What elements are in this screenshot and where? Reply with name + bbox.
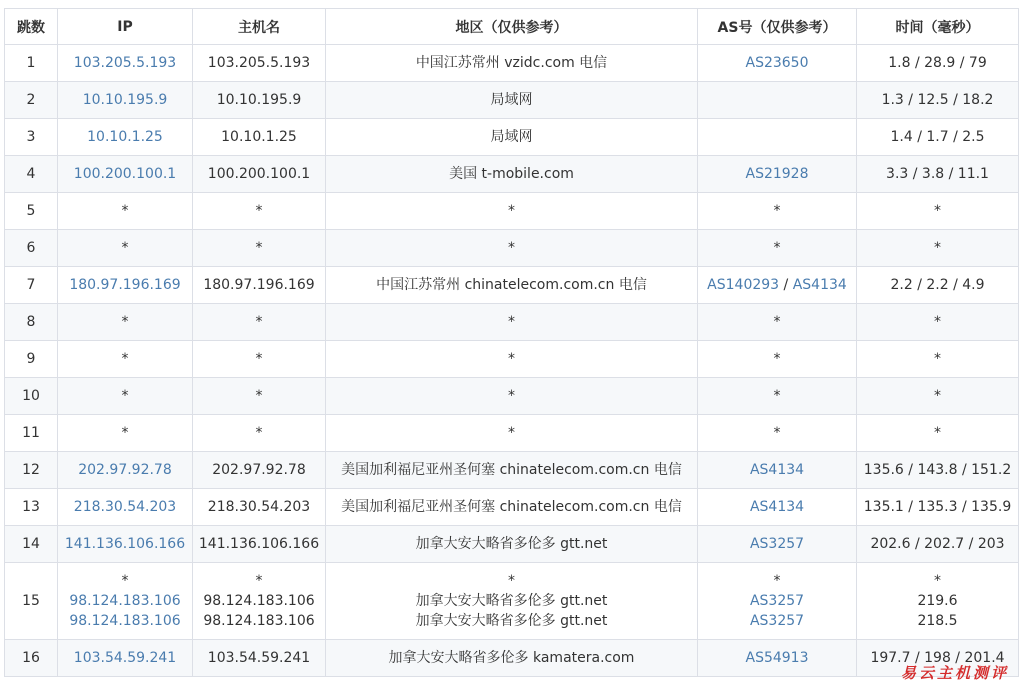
time-cell [857, 267, 1019, 304]
ip-cell [58, 378, 193, 415]
table-row [5, 45, 1019, 82]
ip-text: * [121, 351, 129, 367]
as-cell [698, 230, 857, 267]
as-line [698, 386, 856, 406]
ip-text: * [121, 203, 129, 219]
as-line [698, 497, 856, 517]
as-cell [698, 526, 857, 563]
hop-cell: 5 [5, 193, 58, 230]
hostname-text: * [255, 203, 263, 219]
as-text: * [773, 388, 781, 404]
as-line [698, 611, 856, 631]
as-line [698, 238, 856, 258]
hop-cell: 2 [5, 82, 58, 119]
hostname-text: 98.124.183.106 [203, 593, 315, 609]
hostname-text: * [255, 240, 263, 256]
ip-text: * [121, 388, 129, 404]
region-cell [326, 563, 698, 640]
region-text: * [508, 573, 515, 589]
hostname-cell [193, 304, 326, 341]
header-time: 时间（毫秒） [857, 9, 1019, 45]
hostname-cell [193, 230, 326, 267]
header-region: 地区（仅供参考） [326, 9, 698, 45]
ip-cell [58, 415, 193, 452]
region-text: 美国加利福尼亚州圣何塞 chinatelecom.com.cn 电信 [341, 499, 682, 515]
hostname-text: * [255, 314, 263, 330]
as-cell [698, 267, 857, 304]
hostname-text: 218.30.54.203 [207, 499, 311, 515]
table-row [5, 267, 1019, 304]
hop-cell: 6 [5, 230, 58, 267]
ip-link[interactable]: 141.136.106.166 [64, 536, 186, 552]
ip-cell [58, 563, 193, 640]
traceroute-table [4, 8, 1019, 677]
time-text: 219.6 [917, 593, 958, 609]
hop-cell: 1 [5, 45, 58, 82]
hostname-text: * [255, 425, 263, 441]
time-cell [857, 304, 1019, 341]
hop-cell: 8 [5, 304, 58, 341]
as-link[interactable]: AS4134 [792, 277, 847, 293]
hostname-text: 10.10.195.9 [216, 92, 302, 108]
hostname-cell [193, 526, 326, 563]
region-text: * [508, 203, 515, 219]
time-text: * [934, 314, 941, 330]
region-cell [326, 640, 698, 677]
region-text: 局域网 [490, 129, 533, 145]
as-link[interactable]: AS3257 [749, 536, 805, 552]
time-cell [857, 452, 1019, 489]
hop-cell: 13 [5, 489, 58, 526]
as-line [698, 312, 856, 332]
hostname-cell [193, 489, 326, 526]
hop-cell: 11 [5, 415, 58, 452]
time-cell [857, 341, 1019, 378]
hop-cell: 10 [5, 378, 58, 415]
ip-cell [58, 526, 193, 563]
time-text: * [934, 388, 941, 404]
hop-cell: 16 [5, 640, 58, 677]
as-cell [698, 640, 857, 677]
as-link[interactable]: AS4134 [749, 499, 805, 515]
hostname-text: 103.205.5.193 [207, 55, 311, 71]
as-cell [698, 45, 857, 82]
table-row [5, 563, 1019, 640]
ip-cell [58, 230, 193, 267]
as-cell [698, 378, 857, 415]
as-cell [698, 304, 857, 341]
hostname-cell [193, 267, 326, 304]
time-cell [857, 82, 1019, 119]
region-cell [326, 452, 698, 489]
hop-cell: 3 [5, 119, 58, 156]
ip-cell [58, 304, 193, 341]
region-text: * [508, 425, 515, 441]
region-text: * [508, 240, 515, 256]
hop-cell: 4 [5, 156, 58, 193]
time-cell [857, 193, 1019, 230]
as-link[interactable]: AS4134 [749, 462, 805, 478]
region-text: 美国 t-mobile.com [449, 166, 574, 182]
time-text: 2.2 / 2.2 / 4.9 [890, 277, 985, 293]
ip-cell [58, 119, 193, 156]
region-text: 加拿大安大略省多伦多 gtt.net [415, 536, 608, 552]
as-cell [698, 193, 857, 230]
time-cell [857, 526, 1019, 563]
region-cell [326, 82, 698, 119]
as-text: * [773, 425, 781, 441]
time-text: * [934, 425, 941, 441]
time-text: 135.1 / 135.3 / 135.9 [863, 499, 1012, 515]
as-link[interactable]: AS21928 [745, 166, 809, 182]
hostname-cell [193, 82, 326, 119]
ip-cell [58, 267, 193, 304]
region-text: 加拿大安大略省多伦多 kamatera.com [388, 650, 635, 666]
as-line [698, 53, 856, 73]
as-cell [698, 119, 857, 156]
region-cell [326, 45, 698, 82]
ip-link[interactable]: 103.54.59.241 [73, 650, 177, 666]
region-cell [326, 378, 698, 415]
region-cell [326, 415, 698, 452]
as-cell [698, 415, 857, 452]
as-text: * [773, 240, 781, 256]
header-ip: IP [58, 9, 193, 45]
ip-cell [58, 45, 193, 82]
ip-cell [58, 640, 193, 677]
time-cell [857, 563, 1019, 640]
ip-link[interactable]: 98.124.183.106 [69, 613, 181, 629]
hostname-cell [193, 156, 326, 193]
as-line [698, 90, 856, 110]
as-text: * [773, 314, 781, 330]
as-line [698, 591, 856, 611]
time-text: 3.3 / 3.8 / 11.1 [886, 166, 989, 182]
hostname-text: * [255, 351, 263, 367]
ip-text: * [121, 425, 129, 441]
hop-cell: 9 [5, 341, 58, 378]
region-text: 中国江苏常州 vzidc.com 电信 [415, 55, 608, 71]
as-cell [698, 489, 857, 526]
time-text: * [934, 240, 941, 256]
as-cell [698, 82, 857, 119]
as-line [698, 534, 856, 554]
region-text: * [508, 388, 515, 404]
ip-link[interactable]: 10.10.1.25 [87, 129, 163, 145]
time-text: * [934, 351, 941, 367]
table-row [5, 156, 1019, 193]
as-line [698, 127, 856, 147]
table-header-row [5, 9, 1019, 45]
table-row [5, 415, 1019, 452]
as-text: * [773, 573, 781, 589]
as-line [698, 648, 856, 668]
as-link[interactable]: AS23650 [745, 55, 809, 71]
hop-cell: 7 [5, 267, 58, 304]
time-cell [857, 119, 1019, 156]
table-row [5, 230, 1019, 267]
as-line [698, 349, 856, 369]
region-cell [326, 156, 698, 193]
hostname-cell [193, 640, 326, 677]
ip-link[interactable]: 98.124.183.106 [69, 593, 181, 609]
as-line [698, 460, 856, 480]
ip-link[interactable]: 218.30.54.203 [73, 499, 177, 515]
ip-link[interactable]: 202.97.92.78 [78, 462, 172, 478]
region-text: * [508, 314, 515, 330]
as-cell [698, 452, 857, 489]
table-row [5, 341, 1019, 378]
region-cell [326, 193, 698, 230]
as-cell [698, 156, 857, 193]
region-cell [326, 304, 698, 341]
time-cell [857, 45, 1019, 82]
ip-cell [58, 82, 193, 119]
hostname-text: 141.136.106.166 [198, 536, 320, 552]
header-as: AS号（仅供参考） [698, 9, 857, 45]
time-text: 202.6 / 202.7 / 203 [870, 536, 1005, 552]
ip-link[interactable]: 103.205.5.193 [73, 55, 177, 71]
as-line [698, 423, 856, 443]
time-text: 135.6 / 143.8 / 151.2 [863, 462, 1012, 478]
ip-text: * [121, 573, 129, 589]
region-text: 美国加利福尼亚州圣何塞 chinatelecom.com.cn 电信 [341, 462, 682, 478]
region-text: 局域网 [490, 92, 533, 108]
time-cell [857, 378, 1019, 415]
region-text: 加拿大安大略省多伦多 gtt.net [415, 593, 608, 609]
hostname-text: 202.97.92.78 [212, 462, 306, 478]
as-line [698, 164, 856, 184]
table-row [5, 640, 1019, 677]
as-cell [698, 341, 857, 378]
table-row [5, 526, 1019, 563]
as-separator: / [779, 277, 793, 293]
ip-link[interactable]: 180.97.196.169 [69, 277, 181, 293]
time-cell [857, 489, 1019, 526]
time-text: * [934, 573, 941, 589]
ip-link[interactable]: 100.200.100.1 [73, 166, 177, 182]
table-row [5, 304, 1019, 341]
ip-cell [58, 156, 193, 193]
as-line [698, 275, 856, 295]
ip-cell [58, 193, 193, 230]
hostname-cell [193, 193, 326, 230]
as-cell [698, 563, 857, 640]
as-link[interactable]: AS140293 [707, 277, 780, 293]
table-row [5, 378, 1019, 415]
hostname-cell [193, 563, 326, 640]
region-cell [326, 230, 698, 267]
as-text: * [773, 351, 781, 367]
hostname-cell [193, 45, 326, 82]
region-cell [326, 489, 698, 526]
time-text: * [934, 203, 941, 219]
hop-cell: 12 [5, 452, 58, 489]
ip-cell [58, 452, 193, 489]
hostname-text: 10.10.1.25 [221, 129, 297, 145]
region-cell [326, 526, 698, 563]
table-row [5, 489, 1019, 526]
time-cell [857, 156, 1019, 193]
ip-text: * [121, 314, 129, 330]
table-row [5, 452, 1019, 489]
hop-cell: 14 [5, 526, 58, 563]
hostname-text: * [255, 388, 263, 404]
region-cell [326, 119, 698, 156]
header-hop: 跳数 [5, 9, 58, 45]
hostname-cell [193, 119, 326, 156]
hostname-cell [193, 415, 326, 452]
hostname-cell [193, 452, 326, 489]
as-line [698, 201, 856, 221]
as-link[interactable]: AS3257 [749, 613, 805, 629]
region-cell [326, 267, 698, 304]
as-text: * [773, 203, 781, 219]
as-line [698, 571, 856, 591]
region-text: * [508, 351, 515, 367]
hostname-cell [193, 378, 326, 415]
time-text: 1.8 / 28.9 / 79 [888, 55, 987, 71]
ip-cell [58, 341, 193, 378]
as-link[interactable]: AS54913 [745, 650, 809, 666]
ip-link[interactable]: 10.10.195.9 [82, 92, 168, 108]
region-text: 中国江苏常州 chinatelecom.com.cn 电信 [376, 277, 647, 293]
hostname-text: 100.200.100.1 [207, 166, 311, 182]
ip-text: * [121, 240, 129, 256]
time-text: 218.5 [917, 613, 958, 629]
time-cell [857, 230, 1019, 267]
time-text: 197.7 / 198 / 201.4 [870, 650, 1005, 666]
table-row [5, 193, 1019, 230]
region-text: 加拿大安大略省多伦多 gtt.net [415, 613, 608, 629]
table-row [5, 82, 1019, 119]
hostname-cell [193, 341, 326, 378]
region-cell [326, 341, 698, 378]
as-link[interactable]: AS3257 [749, 593, 805, 609]
table-row [5, 119, 1019, 156]
hostname-text: 180.97.196.169 [203, 277, 315, 293]
header-hostname: 主机名 [193, 9, 326, 45]
time-text: 1.4 / 1.7 / 2.5 [890, 129, 985, 145]
hostname-text: * [255, 573, 263, 589]
hostname-text: 98.124.183.106 [203, 613, 315, 629]
hostname-text: 103.54.59.241 [207, 650, 311, 666]
time-text: 1.3 / 12.5 / 18.2 [881, 92, 994, 108]
time-cell [857, 415, 1019, 452]
hop-cell: 15 [5, 563, 58, 640]
ip-cell [58, 489, 193, 526]
watermark-logo: 易云主机测评 [900, 664, 1009, 682]
